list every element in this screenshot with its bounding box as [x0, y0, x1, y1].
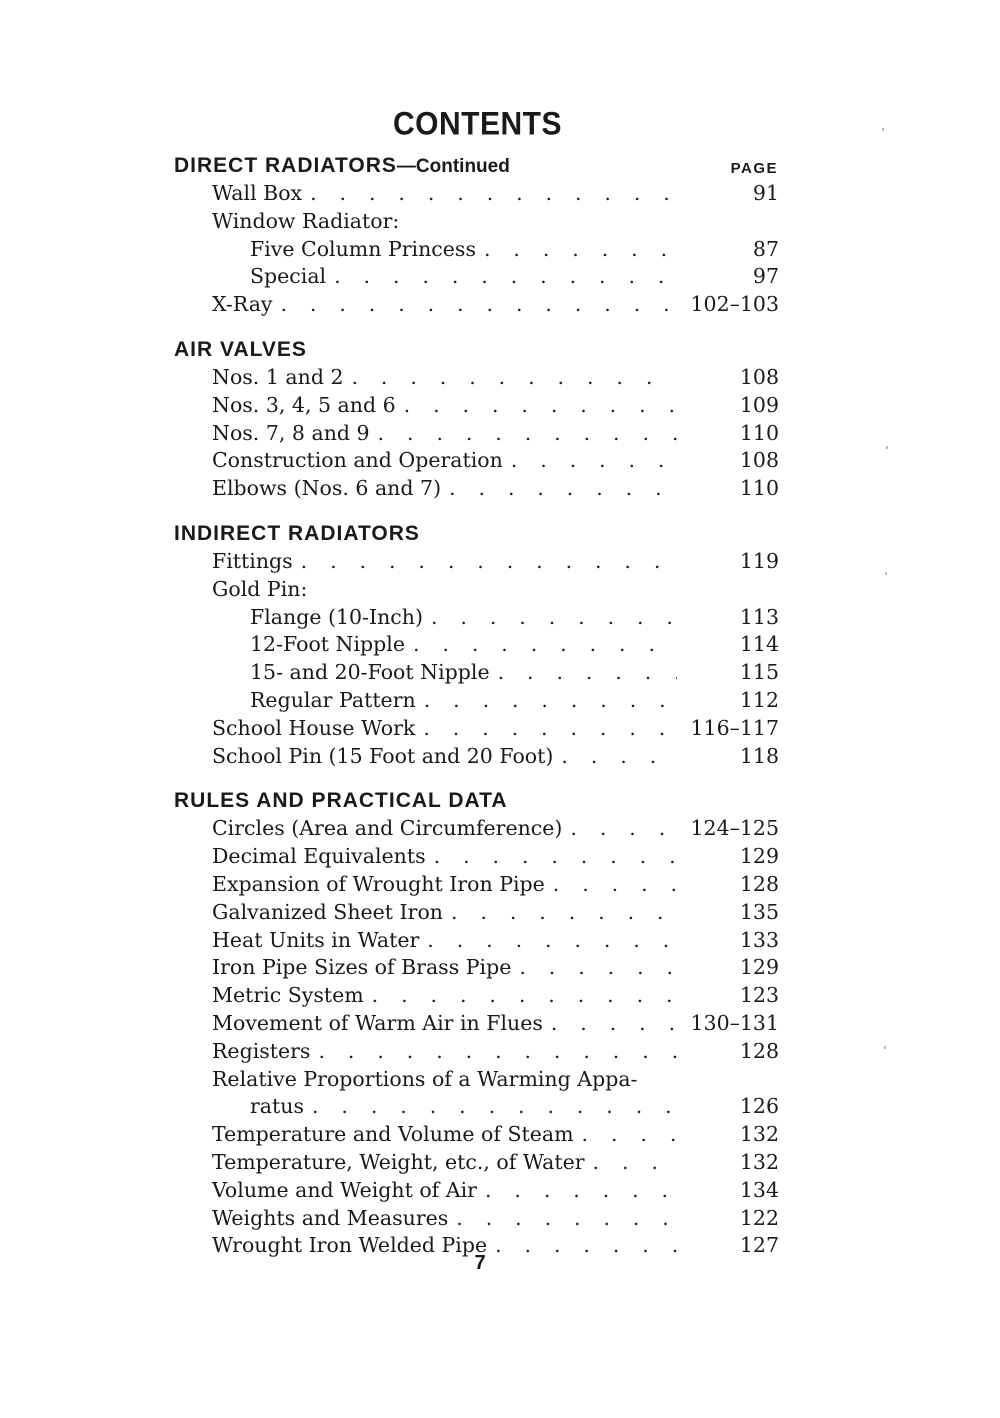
toc-entry-page: 91: [752, 181, 779, 205]
section-heading-text: DIRECT RADIATORS: [174, 154, 397, 177]
toc-entry[interactable]: [174, 1205, 779, 1233]
toc-entry-page: 114: [739, 632, 779, 657]
toc-entry[interactable]: [174, 236, 779, 264]
toc-entry-label: Metric System: [212, 983, 364, 1008]
toc-entry-label: Volume and Weight of Air: [212, 1177, 477, 1202]
dot-leader: [396, 392, 677, 420]
toc-entry[interactable]: [174, 364, 779, 392]
toc-entry[interactable]: [174, 659, 779, 687]
toc-entry-label: Window Radiator:: [212, 208, 400, 233]
toc-entry-page: 109: [739, 392, 779, 417]
toc-entry-label: School House Work: [212, 715, 416, 740]
toc-entry-label: Galvanized Sheet Iron: [212, 899, 443, 924]
scan-speck: [885, 572, 887, 575]
dot-leader: [419, 927, 677, 955]
toc-entry-page: 112: [739, 687, 779, 712]
dot-leader: [545, 871, 677, 899]
section-heading-suffix: —Continued: [396, 156, 510, 177]
dot-leader: [448, 1205, 677, 1233]
toc-entry-label: Registers: [212, 1038, 311, 1063]
toc-entry[interactable]: [174, 447, 779, 475]
toc-entry-label: Temperature and Volume of Steam: [212, 1122, 574, 1147]
toc-entry-label: Iron Pipe Sizes of Brass Pipe: [212, 955, 512, 980]
scan-speck: [884, 1046, 886, 1049]
toc-entry[interactable]: [174, 843, 779, 871]
toc-entry-page: 127: [739, 1233, 779, 1258]
dot-leader: [443, 899, 677, 927]
toc-entry-page: 115: [739, 660, 779, 685]
toc-entry-page: 102–103: [690, 292, 779, 317]
toc-entry-label: Wall Box: [212, 181, 303, 205]
toc-entry[interactable]: [174, 631, 779, 659]
dot-leader: [370, 420, 677, 448]
toc-section: [174, 520, 779, 770]
toc-entry-label: Expansion of Wrought Iron Pipe: [212, 871, 545, 896]
dot-leader: [511, 954, 677, 982]
toc-entry[interactable]: [174, 927, 779, 955]
toc-entry[interactable]: [174, 1066, 779, 1094]
toc-entry[interactable]: [174, 420, 779, 448]
toc-entry[interactable]: [174, 604, 779, 632]
toc-entry-label: Nos. 3, 4, 5 and 6: [212, 392, 396, 417]
dot-leader: [585, 1149, 677, 1177]
toc-entry[interactable]: [174, 1010, 779, 1038]
toc-entry-page: 87: [752, 236, 779, 261]
toc-entry[interactable]: [174, 1093, 779, 1121]
dot-leader: [543, 1010, 677, 1038]
dot-leader: [293, 548, 677, 576]
toc-section: [174, 787, 779, 1260]
dot-leader: [562, 815, 677, 843]
scan-speck: [882, 128, 884, 131]
section-heading: [174, 336, 779, 364]
toc-entry[interactable]: [174, 548, 779, 576]
toc-entry-page: 129: [739, 955, 779, 980]
toc-entry-label: Relative Proportions of a Warming Appa-: [212, 1066, 638, 1091]
toc-entry-page: 119: [739, 548, 779, 573]
dot-leader: [415, 715, 677, 743]
toc-entry-page: 133: [739, 927, 779, 952]
section-heading-text: RULES AND PRACTICAL DATA: [174, 789, 508, 813]
toc-entry-label: Weights and Measures: [212, 1205, 449, 1230]
toc-entry-label: Movement of Warm Air in Flues: [212, 1010, 543, 1035]
toc-section: [174, 152, 779, 319]
toc-entry-page: 124–125: [690, 816, 779, 841]
toc-entry-label: Regular Pattern: [250, 687, 416, 712]
section-heading: [174, 787, 779, 815]
toc-entry-label: Gold Pin:: [212, 576, 308, 601]
toc-entry-page: 97: [752, 264, 779, 289]
dot-leader: [574, 1121, 677, 1149]
dot-leader: [441, 475, 677, 503]
toc-entry[interactable]: [174, 1121, 779, 1149]
toc-entry-label: 12-Foot Nipple: [250, 632, 405, 657]
toc-entry-label: Decimal Equivalents: [212, 844, 426, 869]
toc-entry[interactable]: [174, 291, 779, 319]
toc-entry-page: 132: [739, 1122, 779, 1147]
toc-entry[interactable]: [174, 871, 779, 899]
dot-leader: [426, 843, 677, 871]
section-heading-text: AIR VALVES: [174, 337, 307, 361]
toc-entry[interactable]: [174, 687, 779, 715]
toc-entry[interactable]: [174, 576, 779, 604]
page-title: CONTENTS: [393, 106, 562, 143]
toc-entry[interactable]: [174, 1149, 779, 1177]
toc-entry-page: 130–131: [690, 1010, 779, 1035]
toc-entry-page: 123: [739, 983, 779, 1008]
toc-entry-label: Nos. 7, 8 and 9: [212, 420, 370, 445]
dot-leader: [273, 291, 678, 319]
toc-entry-page: 129: [739, 844, 779, 869]
dot-leader: [477, 1177, 677, 1205]
dot-leader: [476, 236, 677, 264]
toc-entry[interactable]: [174, 1177, 779, 1205]
table-of-contents: [174, 152, 779, 1260]
toc-entry[interactable]: [174, 715, 779, 743]
toc-entry-page: 135: [739, 899, 779, 924]
toc-entry-page: 128: [739, 1038, 779, 1063]
toc-entry-page: 116–117: [690, 715, 779, 740]
toc-entry[interactable]: [174, 982, 779, 1010]
dot-leader: [310, 1038, 677, 1066]
toc-entry[interactable]: [174, 743, 779, 771]
section-heading-text: INDIRECT RADIATORS: [174, 521, 420, 545]
toc-entry[interactable]: [174, 899, 779, 927]
toc-entry-page: 126: [739, 1094, 779, 1119]
toc-entry[interactable]: [174, 815, 779, 843]
toc-entry[interactable]: [174, 1038, 779, 1066]
dot-leader: [423, 604, 677, 632]
toc-entry[interactable]: [174, 263, 779, 291]
toc-entry[interactable]: [174, 475, 779, 503]
toc-section: [174, 336, 779, 503]
toc-entry-page: 110: [739, 420, 779, 445]
toc-entry-page: 128: [739, 871, 779, 896]
toc-entry-label: Heat Units in Water: [212, 927, 420, 952]
dot-leader: [302, 180, 677, 208]
dot-leader: [553, 743, 677, 771]
dot-leader: [416, 687, 677, 715]
toc-entry-label: Elbows (Nos. 6 and 7): [212, 476, 442, 501]
section-heading: [174, 152, 779, 180]
toc-entry-page: 108: [739, 448, 779, 473]
dot-leader: [364, 982, 677, 1010]
toc-entry-label: Nos. 1 and 2: [212, 364, 344, 389]
toc-entry-label: School Pin (15 Foot and 20 Foot): [212, 743, 554, 768]
toc-entry-label: Fittings: [212, 548, 293, 573]
toc-entry[interactable]: [174, 180, 779, 208]
toc-entry-label: Wrought Iron Welded Pipe: [212, 1233, 488, 1258]
toc-entry[interactable]: [174, 208, 779, 236]
toc-entry-page: 122: [739, 1205, 779, 1230]
toc-entry-page: 118: [739, 743, 779, 768]
toc-entry-label: Construction and Operation: [212, 448, 503, 473]
toc-entry-label: X-Ray: [212, 292, 273, 317]
toc-entry-label: 15- and 20-Foot Nipple: [250, 660, 490, 685]
page-column-label: PAGE: [730, 160, 778, 177]
toc-entry[interactable]: [174, 954, 779, 982]
toc-entry-page: 134: [739, 1177, 779, 1202]
toc-entry-label: Flange (10-Inch): [250, 604, 423, 629]
toc-entry-page: 108: [739, 364, 779, 389]
dot-leader: [326, 263, 677, 291]
dot-leader: [503, 447, 677, 475]
toc-entry-page: 113: [739, 604, 779, 629]
toc-entry-page: 110: [739, 476, 779, 501]
toc-entry-label: Five Column Princess: [250, 236, 476, 261]
toc-entry-label: Circles (Area and Circumference): [212, 816, 563, 841]
dot-leader: [304, 1093, 677, 1121]
toc-entry[interactable]: [174, 392, 779, 420]
toc-entry-label: Special: [250, 264, 327, 289]
section-heading: [174, 520, 779, 548]
dot-leader: [344, 364, 678, 392]
toc-entry-label: ratus: [250, 1094, 304, 1119]
dot-leader: [490, 659, 677, 687]
scan-speck: [886, 446, 888, 449]
toc-entry-label: Temperature, Weight, etc., of Water: [212, 1149, 585, 1174]
toc-entry-page: 132: [739, 1149, 779, 1174]
page-number: 7: [474, 1252, 486, 1274]
dot-leader: [405, 631, 677, 659]
